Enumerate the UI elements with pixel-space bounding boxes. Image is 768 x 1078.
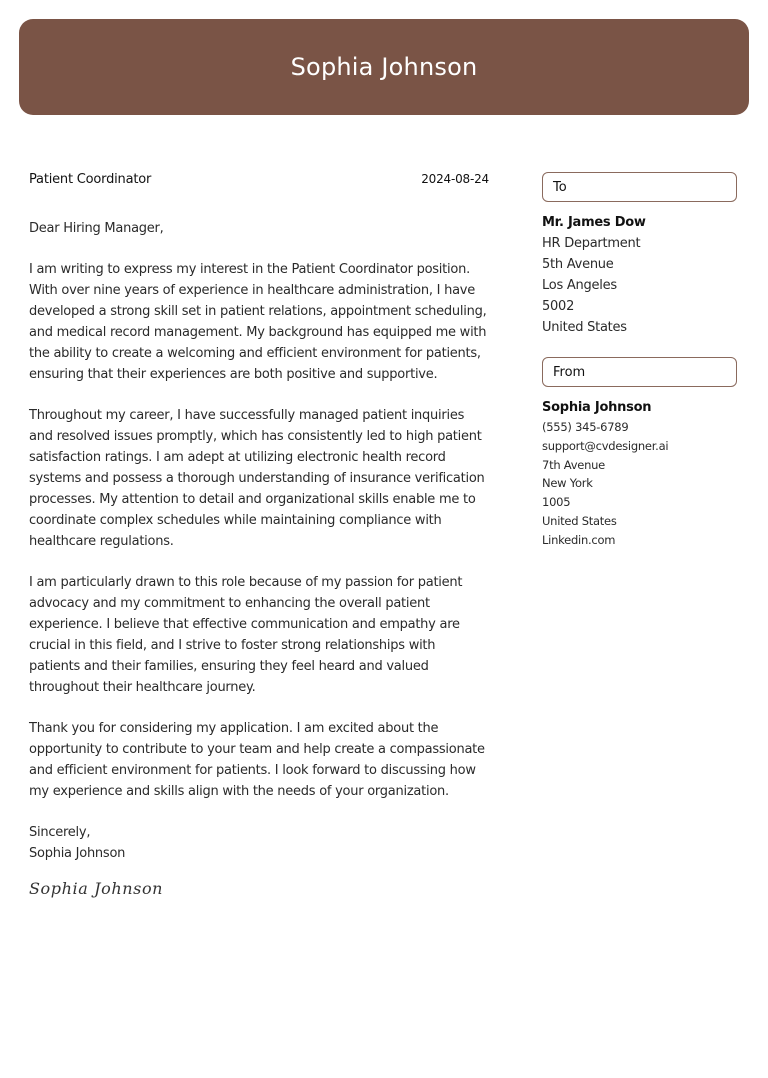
closing: Sincerely, [29,825,91,840]
signature: Sophia Johnson [29,879,164,898]
sender-phone: (555) 345-6789 [542,420,629,434]
sender-block [542,398,739,550]
paragraph-1: I am writing to express my interest in the Patient Coordinator position. With over nine years of experience in healthcare administration, I have developed a strong skill set in patient relations, appointment scheduling, and medical record management. My background has equipped me with the ability to create a welcoming and efficient environment for patients, ensuring that their experiences are both positive and supportive. [29,262,487,382]
sender-website: Linkedin.com [542,532,616,547]
sender-country: United States [542,513,617,528]
closing-name: Sophia Johnson [29,846,126,861]
address-sidebar [542,172,739,550]
letter-text [29,218,489,899]
recipient-city: Los Angeles [542,278,617,293]
header-banner [19,19,749,115]
letter-date: 2024-08-24 [421,172,489,186]
recipient-department: HR Department [542,236,641,251]
job-title: Patient Coordinator [29,172,152,187]
recipient-block [542,212,739,338]
paragraph-4: Thank you for considering my application. I am excited about the opportunity to contribute to your team and help create a compassionate and efficient environment for patients. I look forward to discussing how my experience and skills align with the needs of your organization. [29,721,485,799]
paragraph-3: I am particularly drawn to this role because of my passion for patient advocacy and my commitment to enhancing the overall patient experience. I believe that effective communication and empathy are crucial in this field, and I strive to foster strong relationships with patients and their families, ensuring they feel heard and valued throughout their healthcare journey. [29,575,463,695]
sender-city: New York [542,476,593,491]
greeting: Dear Hiring Manager, [29,221,164,236]
letter-body [29,172,489,899]
from-label: From [553,364,586,380]
to-label-box [542,172,737,202]
recipient-name: Mr. James Dow [542,215,646,230]
applicant-name: Sophia Johnson [290,53,478,81]
sender-street: 7th Avenue [542,457,605,472]
paragraph-2: Throughout my career, I have successfully managed patient inquiries and resolved issues promptly, which has consistently led to high patient satisfaction ratings. I am adept at utilizing electronic health record systems and possess a thorough understanding of insurance verification processes. My attention to detail and organizational skills enable me to coordinate complex schedules while maintaining compliance with healthcare regulations. [29,408,485,549]
recipient-country: United States [542,320,627,335]
recipient-zip: 5002 [542,299,575,314]
from-label-box [542,357,737,387]
sender-email: support@cvdesigner.ai [542,438,669,453]
to-label: To [553,179,567,195]
sender-zip: 1005 [542,495,571,510]
sender-name: Sophia Johnson [542,400,652,415]
recipient-street: 5th Avenue [542,257,614,272]
subject-row [29,172,489,187]
